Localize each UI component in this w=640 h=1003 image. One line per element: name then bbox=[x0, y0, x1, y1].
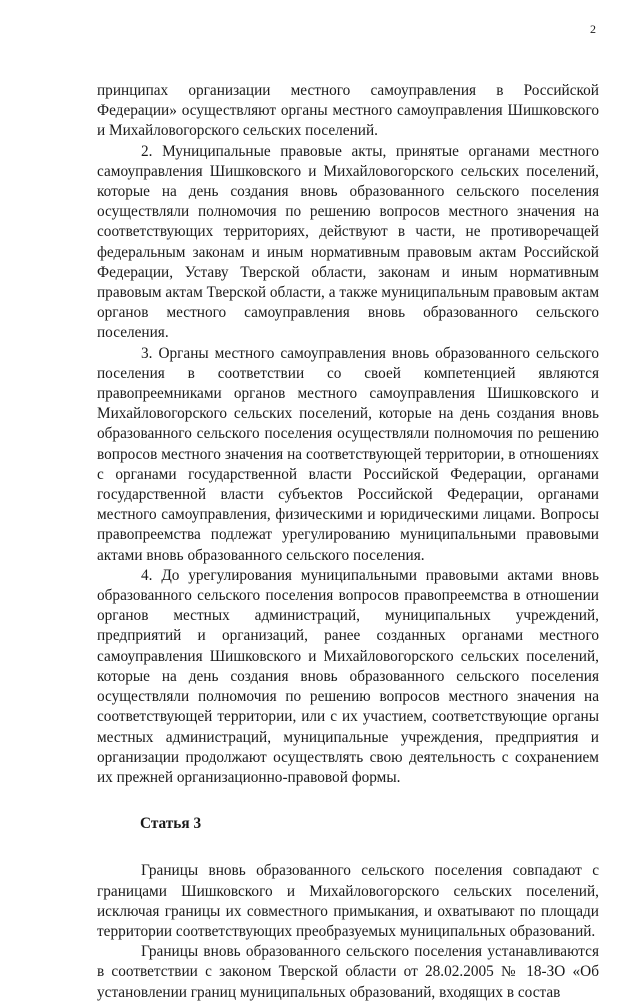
paragraph-item-4: 4. До урегулирования муниципальными правовыми актами вновь образованного сельского поселения вопросов правопреемства в отношении органов местных администраций, муниципальных учреждений, предприятий и организаций, ранее созданных органами местного самоуправления Шишковского и Михайловогорского сельских поселений, которые на день создания вновь образованного сельского поселения осуществляли полномочия по решению вопросов местного значения на соответствующей территории, или с их участием, соответствующие органы местных администраций, муниципальные учреждения, предприятия и организации продолжают осуществлять свою деятельность с сохранением их прежней организационно-правовой формы. bbox=[97, 566, 599, 786]
paragraph-continuation: принципах организации местного самоуправления в Российской Федерации» осуществляют органы местного самоуправления Шишковского и Михайловогорского сельских поселений. bbox=[97, 82, 599, 140]
article-heading: Статья 3 bbox=[140, 815, 202, 833]
paragraph-boundaries-2: Границы вновь образованного сельского поселения устанавливаются в соответствии с законом Тверской области от 28.02.2005 № 18-ЗО «Об установлении границ муниципальных образований, входящих в состав bbox=[97, 943, 599, 1001]
document-body bbox=[97, 81, 599, 1003]
paragraph-item-2: 2. Муниципальные правовые акты, принятые органами местного самоуправления Шишковского и Михайловогорского сельских поселений, которые на день создания вновь образованного сельского поселения осуществляли полномочия по решению вопросов местного значения на соответствующих территориях, действуют в части, не противоречащей федеральным законам и иным нормативным правовым актам Российской Федерации, Уставу Тверской области, законам и иным нормативным правовым актам Тверской области, а также муниципальным правовым актам органов местного самоуправления вновь образованного сельского поселения. bbox=[97, 142, 599, 342]
paragraph-boundaries-1: Границы вновь образованного сельского поселения совпадают с границами Шишковского и Михайловогорского сельских поселений, исключая границы их совместного примыкания, и охватывают по площади территории соответствующих преобразуемых муниципальных образований. bbox=[97, 862, 599, 940]
paragraph-item-3: 3. Органы местного самоуправления вновь образованного сельского поселения в соответствии со своей компетенцией являются правопреемниками органов местного самоуправления Шишковского и Михайловогорского сельских поселений, которые на день создания вновь образованного сельского поселения осуществляли полномочия по решению вопросов местного значения на соответствующей территории, в отношениях с органами государственной власти Российской Федерации, органами государственной власти субъектов Российской Федерации, органами местного самоуправления, физическими и юридическими лицами. Вопросы правопреемства подлежат урегулированию муниципальными правовыми актами вновь образованного сельского поселения. bbox=[97, 344, 599, 564]
page-number: 2 bbox=[590, 22, 596, 36]
